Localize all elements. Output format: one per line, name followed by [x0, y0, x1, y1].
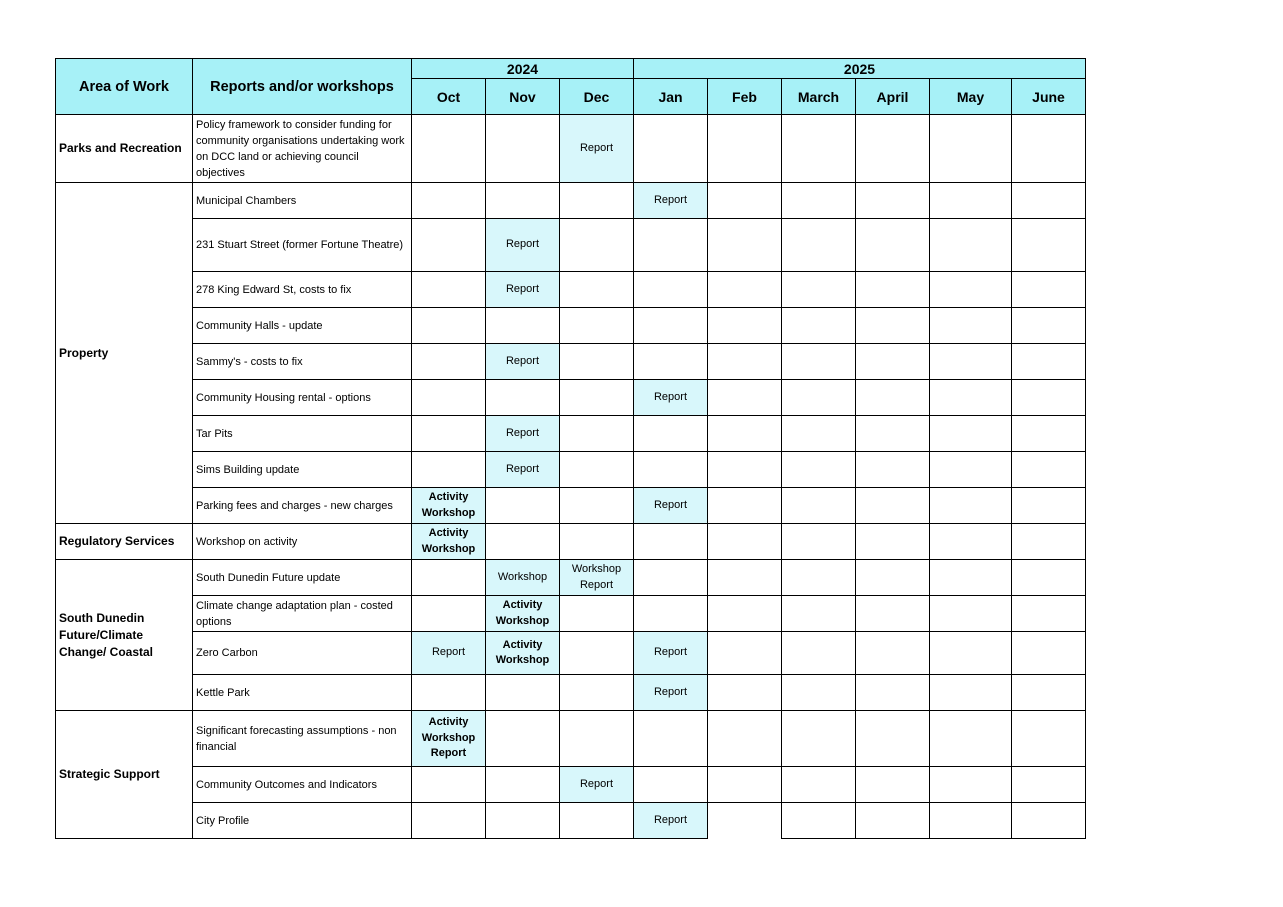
schedule-cell-dec: [560, 183, 634, 219]
schedule-cell-feb: [708, 183, 782, 219]
area-of-work-cell: Property: [56, 183, 193, 524]
schedule-entry-text: Report: [505, 462, 540, 475]
report-item-cell: 231 Stuart Street (former Fortune Theatre): [193, 219, 412, 272]
table-row: [56, 308, 1086, 344]
schedule-cell-march: [782, 115, 856, 183]
schedule-cell-oct: [412, 308, 486, 344]
report-item-cell: 278 King Edward St, costs to fix: [193, 272, 412, 308]
schedule-cell-jan: [634, 115, 708, 183]
schedule-cell-june: [1012, 272, 1086, 308]
report-item-cell: Significant forecasting assumptions - non financial: [193, 711, 412, 767]
schedule-cell-june: [1012, 767, 1086, 803]
schedule-cell-april: [856, 596, 930, 632]
schedule-cell-april: [856, 675, 930, 711]
schedule-cell-june: [1012, 488, 1086, 524]
schedule-cell-march: [782, 272, 856, 308]
schedule-cell-april: [856, 488, 930, 524]
month-header-jan: Jan: [634, 79, 708, 115]
schedule-cell-dec: [560, 344, 634, 380]
schedule-entry-text: Report: [505, 426, 540, 439]
schedule-cell-dec: [560, 560, 634, 596]
schedule-cell-oct: [412, 711, 486, 767]
schedule-cell-june: [1012, 632, 1086, 675]
header-row-years: [56, 59, 1086, 79]
report-item-cell: Zero Carbon: [193, 632, 412, 675]
schedule-cell-april: [856, 803, 930, 839]
schedule-entry-text: Report: [653, 390, 688, 403]
schedule-cell-nov: [486, 416, 560, 452]
schedule-cell-nov: [486, 344, 560, 380]
schedule-cell-june: [1012, 416, 1086, 452]
schedule-cell-nov: [486, 711, 560, 767]
schedule-cell-june: [1012, 115, 1086, 183]
schedule-cell-april: [856, 452, 930, 488]
schedule-cell-march: [782, 803, 856, 839]
schedule-cell-dec: [560, 803, 634, 839]
schedule-cell-feb: [708, 596, 782, 632]
schedule-cell-oct: [412, 183, 486, 219]
schedule-cell-march: [782, 560, 856, 596]
schedule-cell-feb: [708, 115, 782, 183]
schedule-entry-text: Activity: [428, 716, 469, 729]
schedule-cell-march: [782, 380, 856, 416]
schedule-cell-march: [782, 524, 856, 560]
table-row: [56, 560, 1086, 596]
schedule-cell-march: [782, 632, 856, 675]
schedule-cell-may: [930, 308, 1012, 344]
schedule-cell-may: [930, 803, 1012, 839]
year-header-2024: 2024: [412, 59, 634, 79]
schedule-cell-dec: [560, 632, 634, 675]
report-item-cell: Kettle Park: [193, 675, 412, 711]
month-header-dec: Dec: [560, 79, 634, 115]
schedule-cell-nov: [486, 488, 560, 524]
schedule-cell-feb: [708, 344, 782, 380]
schedule-cell-march: [782, 344, 856, 380]
schedule-cell-june: [1012, 803, 1086, 839]
table-row: [56, 488, 1086, 524]
schedule-entry-text: Workshop: [421, 731, 476, 744]
table-row: [56, 524, 1086, 560]
schedule-cell-may: [930, 416, 1012, 452]
schedule-cell-jan: [634, 675, 708, 711]
schedule-cell-april: [856, 344, 930, 380]
schedule-cell-nov: [486, 803, 560, 839]
schedule-cell-march: [782, 488, 856, 524]
schedule-cell-oct: [412, 416, 486, 452]
schedule-cell-feb: [708, 308, 782, 344]
schedule-cell-nov: [486, 380, 560, 416]
schedule-cell-nov: [486, 632, 560, 675]
schedule-cell-nov: [486, 675, 560, 711]
schedule-cell-jan: [634, 272, 708, 308]
schedule-cell-dec: [560, 416, 634, 452]
schedule-cell-feb: [708, 524, 782, 560]
area-of-work-cell: Parks and Recreation: [56, 115, 193, 183]
schedule-cell-dec: [560, 711, 634, 767]
table-row: [56, 711, 1086, 767]
report-item-cell: Sims Building update: [193, 452, 412, 488]
schedule-cell-may: [930, 344, 1012, 380]
schedule-entry-text: Report: [505, 282, 540, 295]
schedule-entry-text: Activity: [428, 491, 469, 503]
report-item-cell: Tar Pits: [193, 416, 412, 452]
schedule-cell-may: [930, 219, 1012, 272]
schedule-entry-text: Report: [431, 646, 466, 659]
report-item-cell: Community Halls - update: [193, 308, 412, 344]
schedule-cell-feb: [708, 272, 782, 308]
schedule-cell-june: [1012, 711, 1086, 767]
schedule-cell-oct: [412, 115, 486, 183]
schedule-cell-oct: [412, 344, 486, 380]
schedule-cell-dec: [560, 272, 634, 308]
schedule-cell-april: [856, 219, 930, 272]
schedule-cell-march: [782, 219, 856, 272]
report-item-cell: City Profile: [193, 803, 412, 839]
report-item-cell: Sammy's - costs to fix: [193, 344, 412, 380]
schedule-cell-feb: [708, 488, 782, 524]
schedule-cell-dec: [560, 488, 634, 524]
column-header-reports: Reports and/or workshops: [193, 59, 412, 115]
table-row: [56, 183, 1086, 219]
schedule-cell-may: [930, 560, 1012, 596]
schedule-cell-nov: [486, 219, 560, 272]
report-item-cell: South Dunedin Future update: [193, 560, 412, 596]
schedule-cell-jan: [634, 596, 708, 632]
schedule-entry-text: Workshop: [421, 506, 476, 519]
schedule-cell-feb: [708, 560, 782, 596]
schedule-cell-may: [930, 675, 1012, 711]
schedule-cell-nov: [486, 272, 560, 308]
schedule-entry-text: Workshop: [571, 563, 622, 575]
schedule-cell-feb: [708, 416, 782, 452]
schedule-entry-text: Workshop: [421, 542, 476, 555]
schedule-cell-march: [782, 596, 856, 632]
schedule-cell-jan: [634, 488, 708, 524]
area-of-work-cell: Regulatory Services: [56, 524, 193, 560]
schedule-cell-jan: [634, 711, 708, 767]
schedule-cell-oct: [412, 596, 486, 632]
table-row: [56, 416, 1086, 452]
schedule-cell-oct: [412, 272, 486, 308]
report-item-cell: Climate change adaptation plan - costed options: [193, 596, 412, 632]
schedule-cell-oct: [412, 488, 486, 524]
table-row: [56, 115, 1086, 183]
table-body: [56, 115, 1086, 839]
schedule-cell-feb: [708, 632, 782, 675]
schedule-cell-jan: [634, 524, 708, 560]
schedule-cell-may: [930, 596, 1012, 632]
schedule-cell-nov: [486, 115, 560, 183]
schedule-entry-text: Report: [579, 578, 614, 591]
schedule-cell-feb: [708, 380, 782, 416]
schedule-cell-dec: [560, 524, 634, 560]
schedule-cell-april: [856, 115, 930, 183]
schedule-cell-jan: [634, 416, 708, 452]
schedule-cell-june: [1012, 560, 1086, 596]
year-header-2025: 2025: [634, 59, 1086, 79]
schedule-cell-oct: [412, 632, 486, 675]
schedule-cell-june: [1012, 308, 1086, 344]
schedule-cell-march: [782, 675, 856, 711]
schedule-cell-april: [856, 560, 930, 596]
schedule-cell-jan: [634, 803, 708, 839]
schedule-cell-june: [1012, 344, 1086, 380]
schedule-cell-june: [1012, 183, 1086, 219]
schedule-cell-dec: [560, 675, 634, 711]
schedule-cell-oct: [412, 675, 486, 711]
schedule-cell-april: [856, 416, 930, 452]
schedule-cell-may: [930, 183, 1012, 219]
schedule-cell-dec: [560, 115, 634, 183]
schedule-cell-oct: [412, 560, 486, 596]
schedule-cell-nov: [486, 596, 560, 632]
schedule-cell-march: [782, 416, 856, 452]
schedule-cell-june: [1012, 380, 1086, 416]
schedule-cell-april: [856, 380, 930, 416]
table-row: [56, 767, 1086, 803]
report-item-cell: Community Housing rental - options: [193, 380, 412, 416]
schedule-cell-nov: [486, 308, 560, 344]
schedule-cell-may: [930, 452, 1012, 488]
schedule-cell-june: [1012, 675, 1086, 711]
schedule-cell-jan: [634, 219, 708, 272]
schedule-entry-text: Report: [653, 193, 688, 206]
report-item-cell: Workshop on activity: [193, 524, 412, 560]
schedule-cell-oct: [412, 524, 486, 560]
table-row: [56, 596, 1086, 632]
schedule-cell-dec: [560, 596, 634, 632]
schedule-cell-may: [930, 632, 1012, 675]
month-header-march: March: [782, 79, 856, 115]
month-header-nov: Nov: [486, 79, 560, 115]
schedule-cell-jan: [634, 767, 708, 803]
schedule-entry-text: Report: [579, 777, 614, 790]
month-header-june: June: [1012, 79, 1086, 115]
schedule-entry-text: Report: [653, 646, 688, 659]
schedule-cell-june: [1012, 219, 1086, 272]
schedule-cell-april: [856, 632, 930, 675]
schedule-entry-text: Workshop: [497, 570, 548, 583]
report-item-cell: Community Outcomes and Indicators: [193, 767, 412, 803]
schedule-cell-feb: [708, 767, 782, 803]
schedule-cell-march: [782, 767, 856, 803]
schedule-cell-may: [930, 272, 1012, 308]
schedule-cell-dec: [560, 308, 634, 344]
schedule-cell-jan: [634, 632, 708, 675]
schedule-cell-march: [782, 183, 856, 219]
month-header-may: May: [930, 79, 1012, 115]
schedule-cell-may: [930, 524, 1012, 560]
schedule-cell-feb: [708, 803, 782, 839]
schedule-cell-may: [930, 380, 1012, 416]
schedule-cell-dec: [560, 767, 634, 803]
area-of-work-cell: Strategic Support: [56, 711, 193, 839]
table-row: [56, 380, 1086, 416]
table-row: [56, 803, 1086, 839]
schedule-cell-dec: [560, 219, 634, 272]
schedule-entry-text: Report: [430, 747, 467, 760]
schedule-cell-feb: [708, 675, 782, 711]
schedule-cell-jan: [634, 344, 708, 380]
schedule-cell-feb: [708, 219, 782, 272]
schedule-cell-june: [1012, 452, 1086, 488]
table-row: [56, 675, 1086, 711]
schedule-cell-april: [856, 272, 930, 308]
schedule-entry-text: Report: [505, 354, 540, 367]
schedule-cell-jan: [634, 560, 708, 596]
schedule-cell-may: [930, 115, 1012, 183]
schedule-cell-april: [856, 524, 930, 560]
table-row: [56, 452, 1086, 488]
schedule-entry-text: Workshop: [495, 654, 550, 666]
schedule-cell-may: [930, 711, 1012, 767]
month-header-oct: Oct: [412, 79, 486, 115]
schedule-cell-dec: [560, 380, 634, 416]
schedule-cell-nov: [486, 767, 560, 803]
work-programme-table: [55, 58, 1086, 839]
schedule-entry-text: Report: [579, 141, 614, 154]
schedule-entry-text: Workshop: [495, 614, 550, 627]
schedule-cell-oct: [412, 219, 486, 272]
area-of-work-cell: South Dunedin Future/Climate Change/ Coastal: [56, 560, 193, 711]
schedule-entry-text: Activity: [428, 527, 469, 539]
schedule-cell-feb: [708, 711, 782, 767]
report-item-cell: Municipal Chambers: [193, 183, 412, 219]
schedule-cell-nov: [486, 183, 560, 219]
schedule-cell-jan: [634, 452, 708, 488]
schedule-entry-text: Report: [653, 685, 688, 698]
schedule-cell-may: [930, 488, 1012, 524]
column-header-area: Area of Work: [56, 59, 193, 115]
schedule-entry-text: Activity: [502, 638, 543, 651]
schedule-cell-june: [1012, 596, 1086, 632]
schedule-cell-feb: [708, 452, 782, 488]
schedule-cell-april: [856, 711, 930, 767]
schedule-cell-oct: [412, 452, 486, 488]
schedule-cell-april: [856, 183, 930, 219]
report-item-cell: Parking fees and charges - new charges: [193, 488, 412, 524]
schedule-entry-text: Report: [653, 498, 688, 511]
table-row: [56, 632, 1086, 675]
report-item-cell: Policy framework to consider funding for community organisations undertaking work on DCC land or achieving council objectives: [193, 115, 412, 183]
schedule-cell-jan: [634, 380, 708, 416]
schedule-cell-april: [856, 308, 930, 344]
schedule-cell-jan: [634, 183, 708, 219]
schedule-cell-march: [782, 452, 856, 488]
schedule-cell-march: [782, 308, 856, 344]
schedule-cell-oct: [412, 380, 486, 416]
schedule-entry-text: Report: [505, 238, 540, 251]
table-row: [56, 344, 1086, 380]
schedule-cell-may: [930, 767, 1012, 803]
schedule-cell-nov: [486, 452, 560, 488]
schedule-cell-dec: [560, 452, 634, 488]
schedule-entry-text: Activity: [502, 599, 543, 611]
schedule-cell-april: [856, 767, 930, 803]
schedule-cell-oct: [412, 803, 486, 839]
schedule-cell-march: [782, 711, 856, 767]
table-row: [56, 272, 1086, 308]
table-row: [56, 219, 1086, 272]
schedule-cell-jan: [634, 308, 708, 344]
month-header-feb: Feb: [708, 79, 782, 115]
month-header-april: April: [856, 79, 930, 115]
schedule-cell-oct: [412, 767, 486, 803]
schedule-cell-nov: [486, 524, 560, 560]
schedule-entry-text: Report: [653, 813, 688, 826]
schedule-cell-june: [1012, 524, 1086, 560]
schedule-cell-nov: [486, 560, 560, 596]
